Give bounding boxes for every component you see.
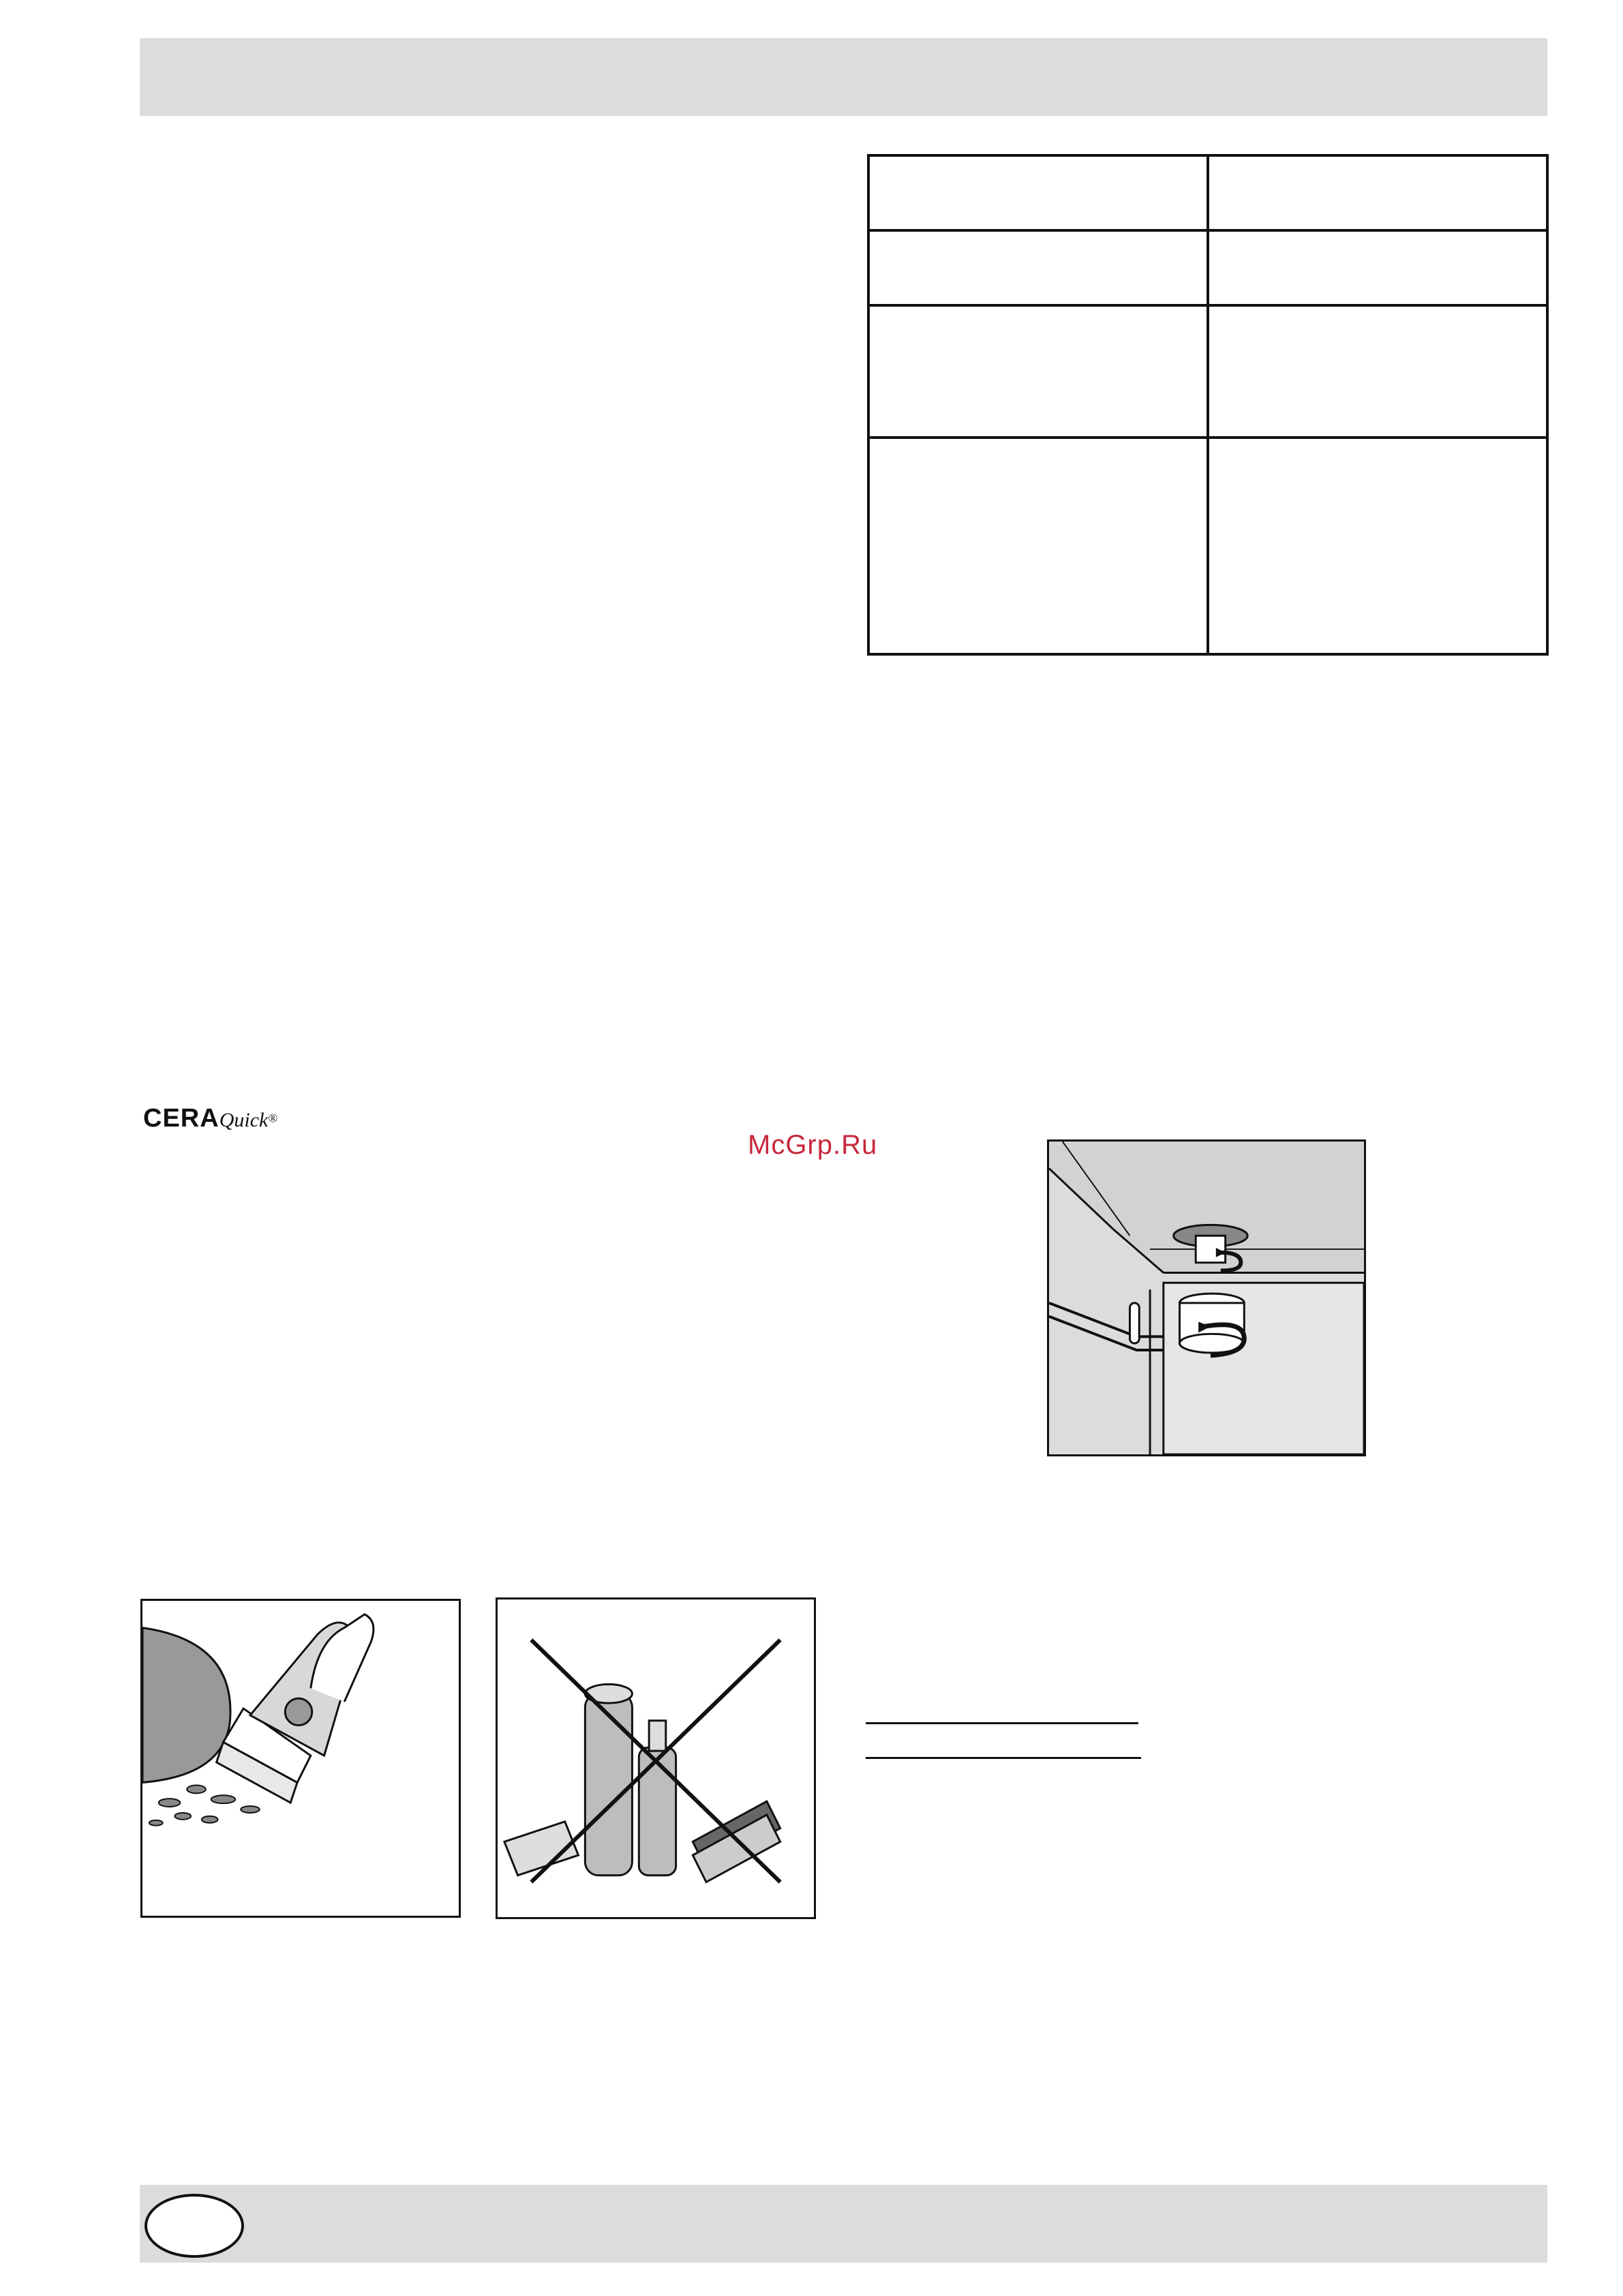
- specification-table: [867, 154, 1549, 656]
- scraper-illustration-icon: [142, 1601, 459, 1916]
- logo-brand: CERA: [143, 1104, 219, 1133]
- underline-rule: [866, 1757, 1141, 1759]
- table-cell: [868, 230, 1208, 305]
- scraper-figure: [140, 1599, 461, 1918]
- table-cell: [1208, 305, 1547, 438]
- table-cell: [868, 438, 1208, 654]
- table-cell: [1208, 438, 1547, 654]
- header-bar: [140, 38, 1547, 116]
- page-number-oval: [145, 2194, 244, 2258]
- forbidden-cleaners-figure: [496, 1597, 816, 1919]
- underline-rule: [866, 1722, 1138, 1724]
- footer-bar: [140, 2185, 1547, 2263]
- table-cell: [1208, 230, 1547, 305]
- table-cell: [868, 155, 1208, 230]
- table-cell: [1208, 155, 1547, 230]
- table-cell: [868, 305, 1208, 438]
- oven-lamp-figure: [1047, 1139, 1366, 1456]
- crossed-out-cleaners-icon: [498, 1599, 814, 1917]
- logo-registered-mark: ®: [268, 1111, 278, 1125]
- oven-lamp-replacement-icon: [1049, 1142, 1364, 1454]
- ceraquick-logo: [143, 1104, 277, 1138]
- logo-script: Quick: [219, 1109, 269, 1131]
- watermark: McGrp.Ru: [748, 1130, 878, 1160]
